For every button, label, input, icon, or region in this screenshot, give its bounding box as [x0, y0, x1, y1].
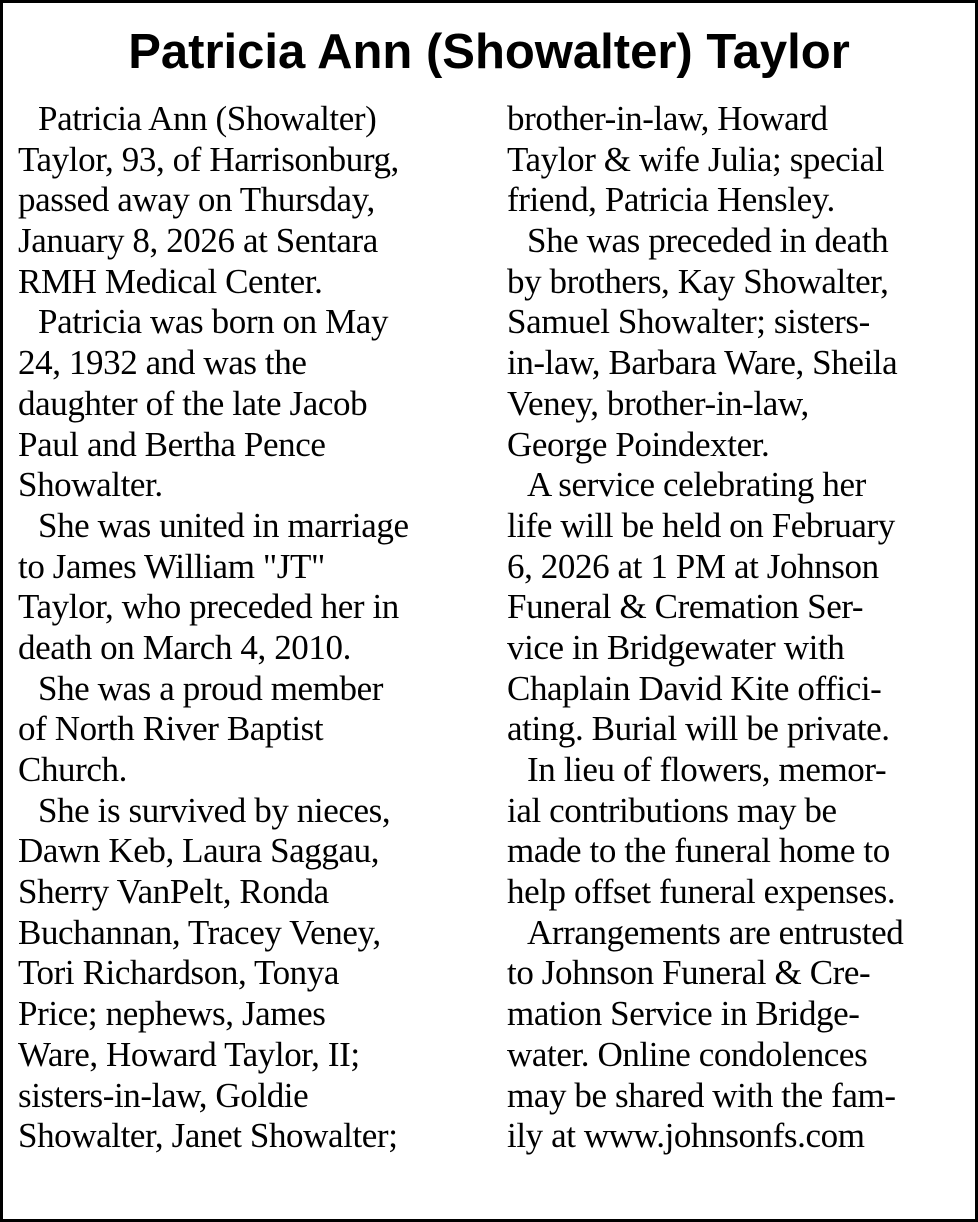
obituary-text-line: Church. [18, 750, 127, 789]
obituary-text-line: Tori Richardson, Tonya [18, 953, 340, 993]
obituary-text-line: passed away on Thursday, [18, 180, 375, 220]
obituary-text-line: Taylor, 93, of Harrisonburg, [18, 139, 399, 179]
obituary-text-line: Samuel Showalter; sisters- [507, 302, 870, 342]
obituary-text-line: Paul and Bertha Pence [18, 424, 326, 464]
obituary-text-line: ating. Burial will be private. [507, 709, 890, 749]
obituary-text-line: help offset funeral expenses. [507, 872, 896, 912]
obituary-text-line: to James William "JT" [18, 546, 325, 586]
obituary-text-line: 6, 2026 at 1 PM at Johnson [507, 546, 879, 586]
obituary-text-line: Price; nephews, James [18, 994, 326, 1034]
obituary-text-line: Showalter. [18, 465, 163, 505]
obituary-text-line: by brothers, Kay Showalter, [507, 261, 889, 301]
obituary-text-line: She was a proud member [38, 668, 383, 708]
obituary-text-line: Taylor & wife Julia; special [507, 139, 885, 179]
obituary-text-line: Ware, Howard Taylor, II; [18, 1034, 360, 1074]
obituary-text-line: Showalter, Janet Showalter; [18, 1116, 398, 1156]
obituary-text-line: to Johnson Funeral & Cre- [507, 953, 871, 993]
obituary-text-line: Funeral & Cremation Ser- [507, 587, 864, 627]
obituary-text-line: RMH Medical Center. [18, 261, 323, 301]
obituary-text-line: daughter of the late Jacob [18, 383, 368, 423]
obituary-left-column [18, 99, 488, 1157]
obituary-text-line: in-law, Barbara Ware, Sheila [507, 343, 898, 383]
obituary-text-line: ily at www.johnsonfs.com [507, 1116, 865, 1156]
obituary-text-line: A service celebrating her [527, 465, 866, 505]
obituary-text-line: sisters-in-law, Goldie [18, 1075, 309, 1115]
obituary-text-line: vice in Bridgewater with [507, 627, 845, 667]
obituary-text-line: She was united in marriage [38, 505, 409, 545]
obituary-text-line: brother-in-law, Howard [507, 99, 828, 138]
obituary-text-line: death on March 4, 2010. [18, 627, 351, 667]
obituary-text-line: Dawn Keb, Laura Saggau, [18, 831, 380, 871]
obituary-text-line: may be shared with the fam- [507, 1075, 896, 1115]
obituary-text-line: Patricia Ann (Showalter) [38, 99, 377, 138]
obituary-text-line: made to the funeral home to [507, 831, 890, 871]
obituary-text-line: Taylor, who preceded her in [18, 587, 399, 627]
obituary-text-line: Chaplain David Kite offici- [507, 668, 882, 708]
obituary-text-line: George Poindexter. [507, 424, 770, 464]
obituary-text-line: water. Online condolences [507, 1034, 868, 1074]
obituary-text-line: of North River Baptist [18, 709, 324, 749]
obituary-right-column [507, 99, 969, 1157]
obituary-text-line: mation Service in Bridge- [507, 994, 860, 1034]
obituary-text-line: life will be held on February [507, 505, 895, 545]
obituary-text-line: Patricia was born on May [38, 302, 389, 342]
obituary-title: Patricia Ann (Showalter) Taylor [128, 25, 850, 79]
obituary-text-line: friend, Patricia Hensley. [507, 180, 835, 220]
obituary-text-line: 24, 1932 and was the [18, 343, 307, 383]
obituary-text-line: She is survived by nieces, [38, 790, 391, 830]
obituary-text-line: Sherry VanPelt, Ronda [18, 872, 329, 912]
obituary-text-line: January 8, 2026 at Sentara [18, 221, 378, 261]
obituary-text-line: Arrangements are entrusted [527, 912, 904, 952]
obituary-text-line: In lieu of flowers, memor- [527, 750, 887, 789]
obituary-text-line: She was preceded in death [527, 221, 889, 261]
obituary-text-line: ial contributions may be [507, 790, 837, 830]
obituary-text-line: Veney, brother-in-law, [507, 383, 809, 423]
obituary-text-line: Buchannan, Tracey Veney, [18, 912, 381, 952]
